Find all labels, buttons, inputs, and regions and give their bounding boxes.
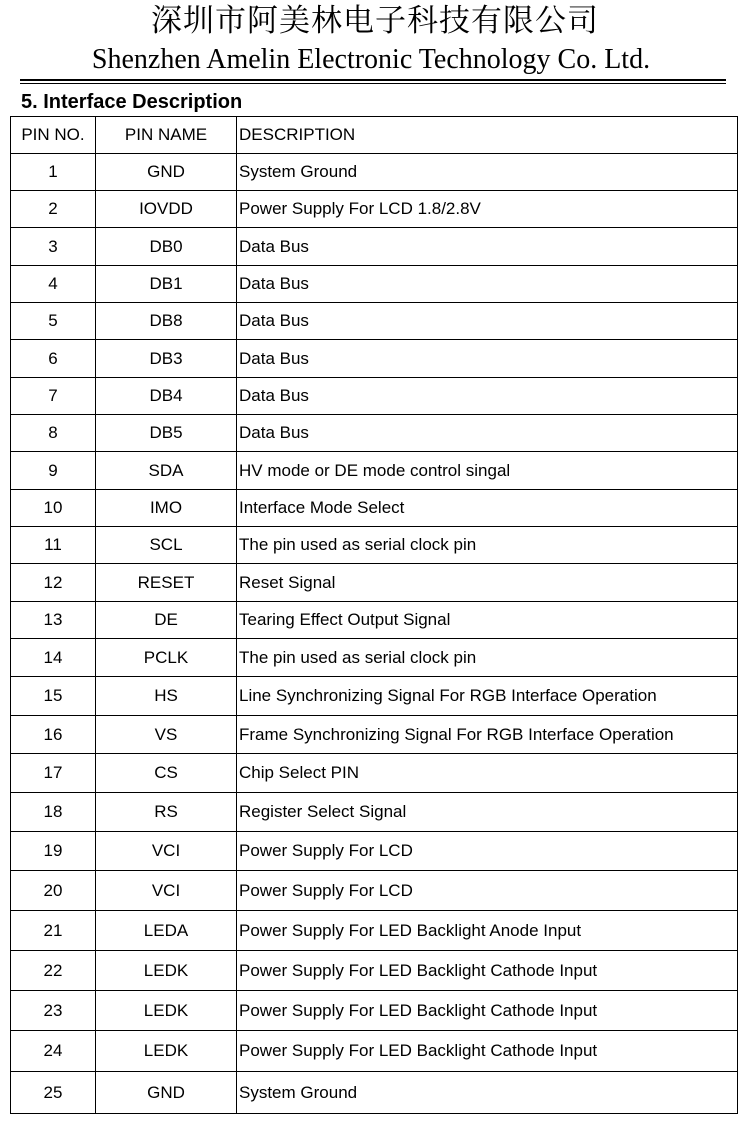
pin-name-cell: LEDK [96, 951, 237, 991]
pin-name-cell: DB4 [96, 378, 237, 415]
pin-description-cell: Power Supply For LCD [237, 832, 738, 871]
table-row [11, 951, 738, 991]
table-row [11, 266, 738, 303]
pin-description-cell: Line Synchronizing Signal For RGB Interface Operation [237, 677, 738, 716]
table-row [11, 639, 738, 677]
pin-number-cell: 3 [11, 228, 96, 266]
pin-description-cell: Tearing Effect Output Signal [237, 602, 738, 639]
column-header-pin-no: PIN NO. [11, 117, 96, 154]
pin-number-cell: 4 [11, 266, 96, 303]
pin-description-cell: Frame Synchronizing Signal For RGB Interface Operation [237, 716, 738, 754]
pin-table [10, 116, 738, 1114]
table-row [11, 832, 738, 871]
header-rule-thin [20, 83, 726, 84]
pin-number-cell: 10 [11, 490, 96, 527]
pin-number-cell: 12 [11, 564, 96, 602]
table-row [11, 677, 738, 716]
pin-name-cell: DE [96, 602, 237, 639]
pin-number-cell: 18 [11, 793, 96, 832]
table-row [11, 991, 738, 1031]
pin-description-cell: Reset Signal [237, 564, 738, 602]
table-row [11, 1072, 738, 1114]
pin-name-cell: SDA [96, 452, 237, 490]
pin-name-cell: DB1 [96, 266, 237, 303]
pin-description-cell: Data Bus [237, 303, 738, 340]
pin-number-cell: 24 [11, 1031, 96, 1072]
pin-number-cell: 23 [11, 991, 96, 1031]
pin-table-body [11, 154, 738, 1114]
pin-description-cell: Interface Mode Select [237, 490, 738, 527]
pin-name-cell: LEDA [96, 911, 237, 951]
pin-name-cell: DB5 [96, 415, 237, 452]
pin-description-cell: Data Bus [237, 266, 738, 303]
table-row [11, 303, 738, 340]
table-row [11, 871, 738, 911]
table-row [11, 564, 738, 602]
pin-description-cell: System Ground [237, 1072, 738, 1114]
pin-name-cell: VCI [96, 871, 237, 911]
pin-name-cell: DB8 [96, 303, 237, 340]
pin-description-cell: Data Bus [237, 415, 738, 452]
pin-description-cell: Power Supply For LED Backlight Anode Input [237, 911, 738, 951]
pin-description-cell: The pin used as serial clock pin [237, 527, 738, 564]
pin-number-cell: 15 [11, 677, 96, 716]
table-row [11, 340, 738, 378]
pin-name-cell: GND [96, 1072, 237, 1114]
pin-number-cell: 19 [11, 832, 96, 871]
pin-description-cell: Data Bus [237, 378, 738, 415]
pin-number-cell: 1 [11, 154, 96, 191]
table-row [11, 490, 738, 527]
pin-name-cell: HS [96, 677, 237, 716]
pin-name-cell: DB3 [96, 340, 237, 378]
pin-name-cell: LEDK [96, 1031, 237, 1072]
table-row [11, 415, 738, 452]
pin-number-cell: 21 [11, 911, 96, 951]
company-name-english: Shenzhen Amelin Electronic Technology Co. Ltd. [91, 44, 651, 75]
pin-number-cell: 14 [11, 639, 96, 677]
pin-description-cell: Register Select Signal [237, 793, 738, 832]
header-rule-thick [20, 79, 726, 81]
pin-number-cell: 16 [11, 716, 96, 754]
pin-description-cell: Power Supply For LCD [237, 871, 738, 911]
pin-number-cell: 11 [11, 527, 96, 564]
table-row [11, 1031, 738, 1072]
pin-description-cell: Power Supply For LCD 1.8/2.8V [237, 191, 738, 228]
pin-number-cell: 9 [11, 452, 96, 490]
pin-description-cell: HV mode or DE mode control singal [237, 452, 738, 490]
pin-number-cell: 20 [11, 871, 96, 911]
pin-description-cell: Power Supply For LED Backlight Cathode Input [237, 951, 738, 991]
pin-name-cell: IOVDD [96, 191, 237, 228]
pin-name-cell: DB0 [96, 228, 237, 266]
table-row [11, 754, 738, 793]
table-row [11, 154, 738, 191]
pin-description-cell: Data Bus [237, 340, 738, 378]
pin-description-cell: The pin used as serial clock pin [237, 639, 738, 677]
pin-description-cell: Chip Select PIN [237, 754, 738, 793]
pin-name-cell: IMO [96, 490, 237, 527]
table-row [11, 602, 738, 639]
company-name-chinese: 深圳市阿美林电子科技有限公司 [151, 3, 599, 39]
pin-name-cell: SCL [96, 527, 237, 564]
pin-number-cell: 13 [11, 602, 96, 639]
pin-description-cell: Power Supply For LED Backlight Cathode Input [237, 991, 738, 1031]
pin-name-cell: VS [96, 716, 237, 754]
pin-number-cell: 22 [11, 951, 96, 991]
pin-description-cell: Data Bus [237, 228, 738, 266]
pin-number-cell: 5 [11, 303, 96, 340]
pin-number-cell: 17 [11, 754, 96, 793]
column-header-pin-name: PIN NAME [96, 117, 237, 154]
pin-description-cell: System Ground [237, 154, 738, 191]
table-row [11, 378, 738, 415]
pin-number-cell: 25 [11, 1072, 96, 1114]
pin-name-cell: VCI [96, 832, 237, 871]
table-row [11, 716, 738, 754]
column-header-description: DESCRIPTION [237, 117, 738, 154]
table-row [11, 452, 738, 490]
section-title: 5. Interface Description [21, 91, 243, 113]
pin-name-cell: RS [96, 793, 237, 832]
pin-number-cell: 7 [11, 378, 96, 415]
pin-name-cell: CS [96, 754, 237, 793]
table-row [11, 191, 738, 228]
pin-number-cell: 6 [11, 340, 96, 378]
table-row [11, 527, 738, 564]
table-header-row [11, 117, 738, 154]
table-row [11, 228, 738, 266]
document-header [0, 0, 750, 80]
pin-description-cell: Power Supply For LED Backlight Cathode Input [237, 1031, 738, 1072]
pin-number-cell: 8 [11, 415, 96, 452]
pin-number-cell: 2 [11, 191, 96, 228]
table-row [11, 911, 738, 951]
pin-name-cell: PCLK [96, 639, 237, 677]
table-row [11, 793, 738, 832]
pin-name-cell: GND [96, 154, 237, 191]
pin-name-cell: RESET [96, 564, 237, 602]
pin-name-cell: LEDK [96, 991, 237, 1031]
